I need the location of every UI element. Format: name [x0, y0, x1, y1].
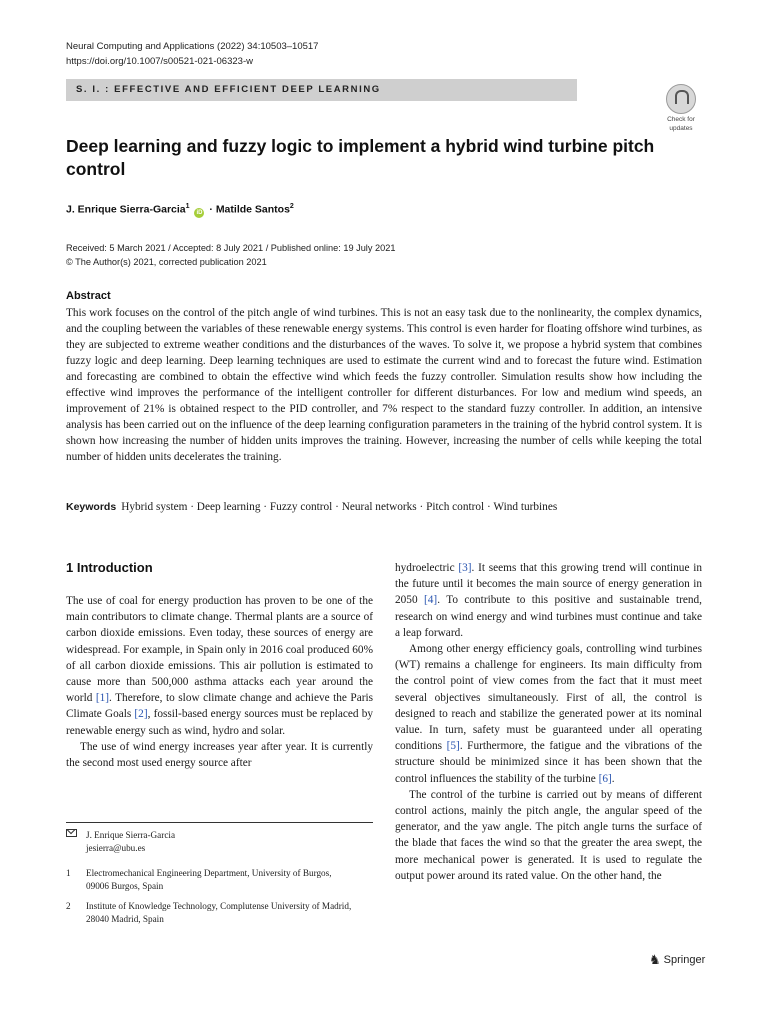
publisher-name: Springer — [663, 954, 706, 966]
keywords-list: Hybrid system · Deep learning · Fuzzy control · Neural networks · Pitch control · Wind turbines — [121, 501, 558, 513]
citation-link-3[interactable]: [3] — [458, 562, 472, 574]
publisher-logo[interactable] — [649, 952, 705, 968]
affiliation-text-2: Institute of Knowledge Technology, Complutense University of Madrid, 28040 Madrid, Spain — [86, 901, 352, 924]
journal-citation — [66, 39, 318, 69]
intro-paragraph-5: The control of the turbine is carried out by means of different control actions, mainly the pitch angle, the angular speed of the generator, and the yaw angle. The pitch angle turns the surface of the blade that faces the wind so that the greater the area swept, the more mechanical power is generated. It is used to regulate the output power around its rated value. On the other hand, the — [395, 788, 702, 882]
check-updates-label-1: Check for — [667, 116, 695, 123]
affiliation-note-2 — [66, 900, 356, 926]
corresponding-author-name: J. Enrique Sierra-Garcia — [86, 830, 176, 840]
copyright-line: © The Author(s) 2021, corrected publication 2021 — [66, 257, 267, 267]
affiliation-text-1: Electromechanical Engineering Department, University of Burgos, 09006 Burgos, Spain — [86, 868, 332, 891]
author-list — [66, 203, 294, 218]
envelope-icon — [66, 829, 77, 837]
keywords-heading: Keywords — [66, 501, 117, 513]
keywords — [66, 499, 557, 515]
dates-line: Received: 5 March 2021 / Accepted: 8 July 2021 / Published online: 19 July 2021 — [66, 243, 396, 253]
doi-link[interactable]: https://doi.org/10.1007/s00521-021-06323-w — [66, 56, 253, 67]
text-run: . It seems that this growing trend will continue in the future until it becomes the main source of energy generation in 2050 — [395, 562, 702, 607]
citation-link-5[interactable]: [5] — [446, 740, 460, 753]
affiliation-note-1 — [66, 867, 356, 893]
abstract-heading: Abstract — [66, 290, 111, 302]
footnote-divider — [66, 822, 373, 823]
text-run: . Therefore, to slow climate change and achieve the Paris Climate Goals — [66, 692, 373, 721]
text-run: The use of coal for energy production has proven to be one of the main contributors to climate change. Thermal plants are a source of carbon dioxide emissions. Even today, these sources of energy are widespread. For example, in Spain only in 2016 coal produced 60% of all carbon dioxide emissions. This air pollution is estimated to cause more than 500,000 asthma attacks each year around the world — [66, 595, 373, 705]
author-2-affiliation: 2 — [289, 203, 294, 210]
text-run: . Furthermore, the fatigue and the vibrations of the structure should be minimized since it has been shown that the control influences the stability of the turbine — [395, 740, 702, 785]
check-updates-label-2: updates — [669, 125, 693, 132]
affiliation-mark-1: 1 — [66, 868, 71, 878]
check-for-updates-badge[interactable] — [661, 84, 701, 132]
text-run: . To contribute to this positive and sustainable trend, research on wind energy and wind turbines must continue and take a leap forward. — [395, 594, 702, 639]
intro-paragraph-4 — [395, 641, 702, 787]
text-run: hydroelectric — [395, 562, 459, 574]
check-updates-icon — [666, 84, 696, 114]
author-2[interactable]: Matilde Santos — [215, 203, 290, 216]
right-column — [395, 560, 702, 884]
left-column — [66, 593, 373, 771]
text-run: , fossil-based energy sources must be replaced by renewable energy such as wind, hydro and solar. — [66, 708, 373, 737]
intro-paragraph-3 — [395, 560, 702, 641]
abstract-text: This work focuses on the control of the pitch angle of wind turbines. This is not an easy task due to the nonlinearity, the complex dynamics, and the coupling between the variables of these renewable energy systems. This control is even harder for floating offshore wind turbines, as they are subjected to extreme weather conditions and the disturbances of the waves. To solve it, we propose a hybrid system that combines fuzzy logic and deep learning. Deep learning techniques are used to estimate the current wind and to forecast the future wind. Estimation and forecasting are combined to obtain the effective wind which feeds the fuzzy controller. Simulation results show how including the effective wind improves the performance of the intelligent controller for different disturbances. For low and medium wind speeds, an improvement of 21% is obtained respect to the PID controller, and 7% respect to the standard fuzzy controller. In addition, an intensive analysis has been carried out on the influence of the deep learning configuration parameters in the training of the hybrid control system. It is shown how increasing the number of hidden units improves the training. However, increasing the number of cells while keeping the total number of hidden units decelerates the training. — [66, 307, 702, 463]
orcid-icon[interactable]: iD — [196, 209, 203, 216]
springer-horse-icon: ♞ — [649, 952, 661, 967]
author-1[interactable]: J. Enrique Sierra-Garcia — [66, 203, 186, 216]
intro-paragraph-2: The use of wind energy increases year after year. It is currently the second most used energy source after — [66, 740, 373, 770]
corresponding-author-email[interactable]: jesierra@ubu.es — [86, 843, 146, 853]
citation-link-2[interactable]: [2] — [134, 708, 148, 721]
text-run: . — [611, 772, 615, 785]
intro-paragraph-1 — [66, 593, 373, 739]
citation-link-1[interactable]: [1] — [95, 692, 110, 705]
citation-link-6[interactable]: [6] — [598, 772, 612, 785]
special-issue-banner: S. I. : EFFECTIVE AND EFFICIENT DEEP LEARNING — [66, 79, 577, 101]
publication-dates — [66, 241, 395, 269]
journal-name-line: Neural Computing and Applications (2022) 34:10503–10517 — [66, 41, 319, 52]
affiliation-mark-2: 2 — [66, 901, 71, 911]
text-run: Among other energy efficiency goals, controlling wind turbines (WT) remains a challenge for engineers. Its main difficulty from the control point of view comes from the fact that it must meet several objectives simultaneously. First of all, the control is designed to reach and stabilize the generated power at its nominal value. In turn, safety must be guaranteed under all operating conditions — [395, 643, 702, 753]
author-separator: · — [206, 203, 216, 216]
citation-link-4[interactable]: [4] — [424, 594, 438, 607]
author-1-affiliation: 1 — [185, 203, 190, 210]
corresponding-author-note — [66, 829, 356, 855]
paper-title: Deep learning and fuzzy logic to implement a hybrid wind turbine pitch control — [66, 136, 655, 179]
section-heading-introduction: 1 Introduction — [66, 560, 153, 575]
